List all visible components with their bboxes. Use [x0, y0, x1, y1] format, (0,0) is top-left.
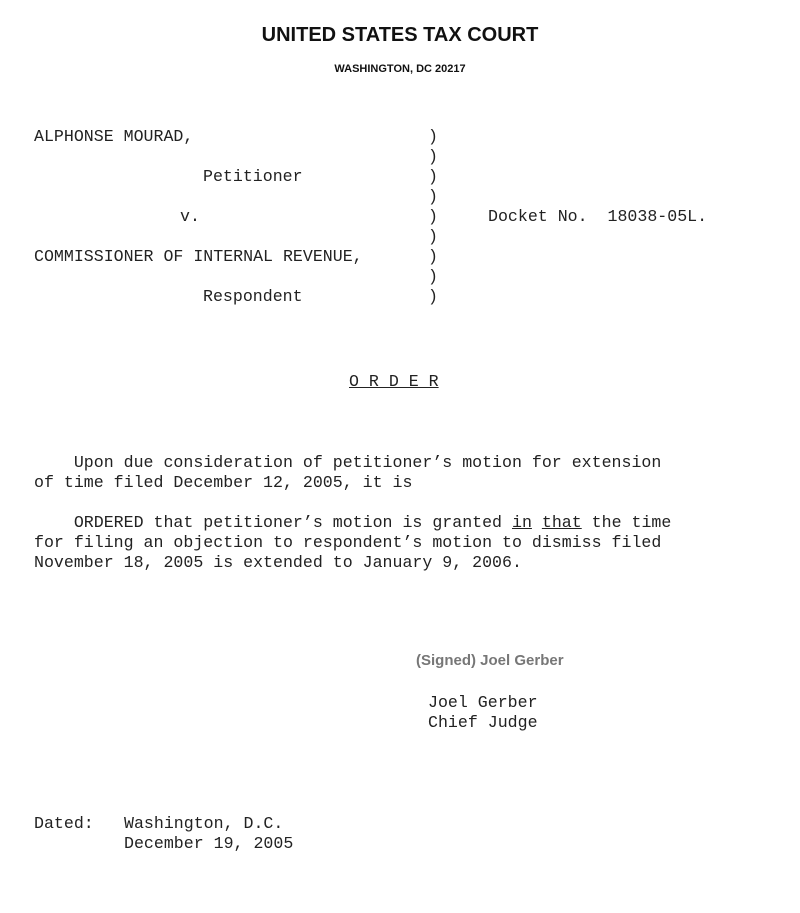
docket-number: Docket No. 18038-05L. — [488, 207, 708, 226]
respondent-role: Respondent — [203, 287, 303, 306]
caption-bracket: ) — [428, 147, 438, 166]
dated-date: December 19, 2005 — [124, 834, 294, 853]
text-run: ORDERED that petitioner’s motion is granted — [34, 513, 512, 532]
caption-bracket: ) — [428, 207, 438, 226]
caption-bracket: ) — [428, 287, 438, 306]
text-run: the time — [581, 513, 672, 532]
underlined-in: in — [511, 513, 532, 532]
judge-title: Chief Judge — [428, 713, 538, 732]
petitioner-name: ALPHONSE MOURAD, — [34, 127, 194, 146]
court-address: WASHINGTON, DC 20217 — [334, 63, 466, 75]
judge-name: Joel Gerber — [428, 693, 538, 712]
court-title: UNITED STATES TAX COURT — [261, 24, 539, 46]
paragraph-line: November 18, 2005 is extended to January 9, 2006. — [34, 553, 522, 572]
underlined-that: that — [541, 513, 582, 532]
respondent-name: COMMISSIONER OF INTERNAL REVENUE, — [34, 247, 363, 266]
versus: v. — [180, 207, 200, 226]
caption-bracket: ) — [428, 187, 438, 206]
caption-bracket: ) — [428, 127, 438, 146]
paragraph-line: Upon due consideration of petitioner’s motion for extension — [34, 453, 662, 472]
paragraph-line: for filing an objection to respondent’s motion to dismiss filed — [34, 533, 662, 552]
caption-bracket: ) — [428, 267, 438, 286]
dated-place: Washington, D.C. — [124, 814, 284, 833]
caption-bracket: ) — [428, 227, 438, 246]
petitioner-role: Petitioner — [203, 167, 303, 186]
signature-stamp: (Signed) Joel Gerber — [416, 652, 564, 669]
order-heading: O R D E R — [349, 372, 439, 391]
caption-bracket: ) — [428, 167, 438, 186]
text-run — [532, 513, 542, 532]
paragraph-line: of time filed December 12, 2005, it is — [34, 473, 413, 492]
paragraph-line — [34, 513, 671, 532]
dated-label: Dated: — [34, 814, 94, 833]
caption-bracket: ) — [428, 247, 438, 266]
